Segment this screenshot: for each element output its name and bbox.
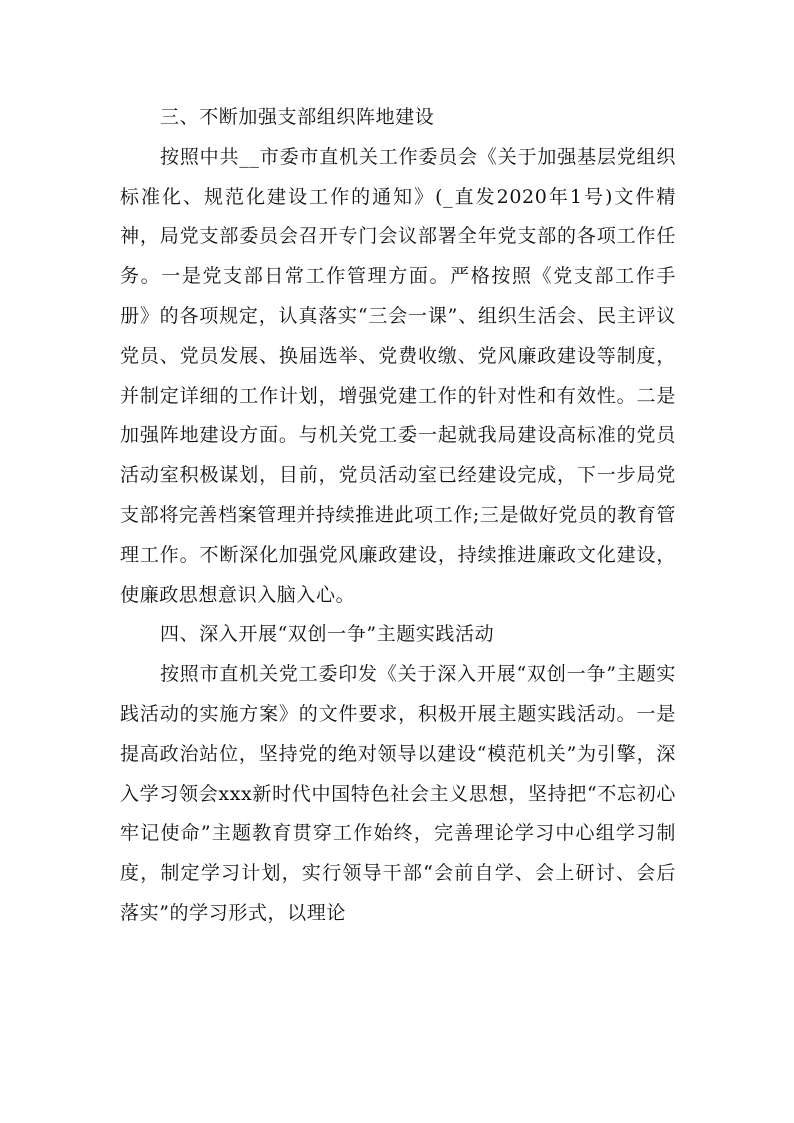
- section-paragraph-3: 按照中共__市委市直机关工作委员会《关于加强基层党组织标准化、规范化建设工作的通知》(_直发2020年1号)文件精神，局党支部委员会召开专门会议部署全年党支部的各项工作任务。一是党支部日常工作管理方面。严格按照《党支部工作手册》的各项规定，认真落实“三会一课”、组织生活会、民主评议党员、党员发展、换届选举、党费收缴、党风廉政建设等制度，并制定详细的工作计划，增强党建工作的针对性和有效性。二是加强阵地建设方面。与机关党工委一起就我局建设高标准的党员活动室积极谋划，目前，党员活动室已经建设完成，下一步局党支部将完善档案管理并持续推进此项工作;三是做好党员的教育管理工作。不断深化加强党风廉政建设，持续推进廉政文化建设，使廉政思想意识入脑入心。: [120, 145, 676, 606]
- document-body: [120, 98, 676, 934]
- section-heading-4: 四、深入开展“双创一争”主题实践活动: [160, 623, 495, 646]
- section-paragraph-4: 按照市直机关党工委印发《关于深入开展“双创一争”主题实践活动的实施方案》的文件要求，积极开展主题实践活动。一是提高政治站位，坚持党的绝对领导以建设“模范机关”为引擎，深入学习领会xxx新时代中国特色社会主义思想，坚持把“不忘初心牢记使命”主题教育贯穿工作始终，完善理论学习中心组学习制度，制定学习计划，实行领导干部“会前自学、会上研讨、会后落实”的学习形式，以理论: [120, 663, 676, 924]
- section-heading-3: 三、不断加强支部组织阵地建设: [160, 106, 435, 128]
